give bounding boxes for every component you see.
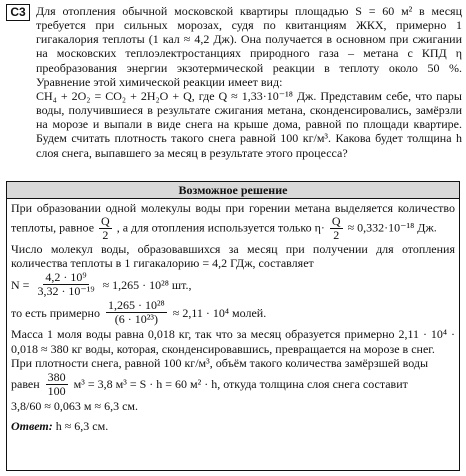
denominator: 2: [102, 228, 109, 243]
fraction-n: [35, 271, 96, 298]
text: , а для отопления используется только η·: [116, 220, 325, 235]
fraction-volume: [46, 371, 68, 398]
solution-paragraph-4: Масса 1 моля воды равна 0,018 кг, так что за месяц образуется примерно 2,11 · 10⁴ · 0,018 ≈ 380 кг воды, которая, сконденсировавшись, превращается на морозе в снег.: [11, 327, 455, 356]
answer-value: h ≈ 6,3 см.: [52, 419, 109, 434]
solution-paragraph-5: При плотности снега, равной 100 кг/м³, объём такого количества замёрзшей воды: [11, 355, 429, 370]
text: то есть примерно: [11, 305, 100, 320]
denominator: 3,32 · 10⁻¹⁹: [37, 284, 95, 299]
fraction-q-2: [99, 215, 112, 242]
numerator: Q: [331, 214, 341, 229]
formula-volume: [11, 371, 455, 398]
answer-label: Ответ:: [11, 419, 53, 434]
problem-number-badge: C3: [6, 4, 30, 21]
formula-lhs: N =: [11, 277, 30, 292]
solution-paragraph-6: 3,8/60 ≈ 0,063 м ≈ 6,3 см.: [11, 398, 139, 413]
text: При образовании одной молекулы воды при горении метана выделяется количество теплоты, равное: [11, 201, 455, 235]
denominator: 2: [333, 228, 340, 243]
text: равен: [11, 377, 40, 392]
solution-paragraph-1: [11, 201, 455, 242]
formula-rhs: м³ = 3,8 м³ = S · h = 60 м² · h, откуда толщина слоя снега составит: [73, 377, 408, 392]
problem-text: [36, 4, 462, 160]
fraction-moles: [106, 299, 167, 326]
problem-paragraph-2: CH₄ + 2O₂ = CO₂ + 2H₂O + Q, где Q ≈ 1,33·10⁻¹⁸ Дж. Представим себе, что пары воды, получившиеся в результате сжигания метана, сконденсировались, замёрзли на морозе и выпали в виде снега на крыше дома, равной по площади квартире. Будем считать плотность такого снега равной 100 кг/м³. Какова будет толщина h слоя снега, выпавшего за месяц в результате этого процесса?: [36, 88, 462, 160]
solution-paragraph-2: Число молекул воды, образовавшихся за месяц при получении для отопления количества теплоты в 1 гигакалорию = 4,2 ГДж, составляет: [11, 242, 455, 271]
solution-body: [7, 199, 459, 433]
denominator: 100: [47, 383, 66, 398]
problem-paragraph-1: Для отопления обычной московской квартиры площадью S = 60 м² в месяц требуется при сильных морозах, судя по квитанциям ЖКХ, примерно 1 гигакалория теплоты (1 кал ≈ 4,2 Дж). Она получается в основном при сжигании на московских теплоэлектростанциях природного газа – метана с КПД η преобразования энергии экзотермической реакции в теплоту около 50 %. Уравнение этой химической реакции имеет вид:: [36, 4, 462, 89]
solution-header: Возможное решение: [7, 182, 459, 199]
denominator: (6 · 10²³): [114, 312, 158, 327]
numerator: Q: [101, 214, 110, 229]
solution-box: [6, 181, 460, 471]
formula-rhs: ≈ 1,265 · 10²⁸ шт.,: [102, 277, 192, 292]
text: ≈ 0,332·10⁻¹⁸ Дж.: [347, 220, 437, 235]
fraction-q-2-eta: [330, 215, 343, 242]
numerator: 1,265 · 10²⁸: [107, 298, 165, 313]
problem-block: [6, 4, 462, 160]
formula-moles: [11, 299, 455, 326]
numerator: 380: [47, 369, 66, 384]
numerator: 4,2 · 10⁹: [45, 270, 87, 285]
formula-n: [11, 271, 455, 298]
answer-line: [11, 419, 455, 433]
formula-rhs: ≈ 2,11 · 10⁴ молей.: [172, 305, 267, 320]
